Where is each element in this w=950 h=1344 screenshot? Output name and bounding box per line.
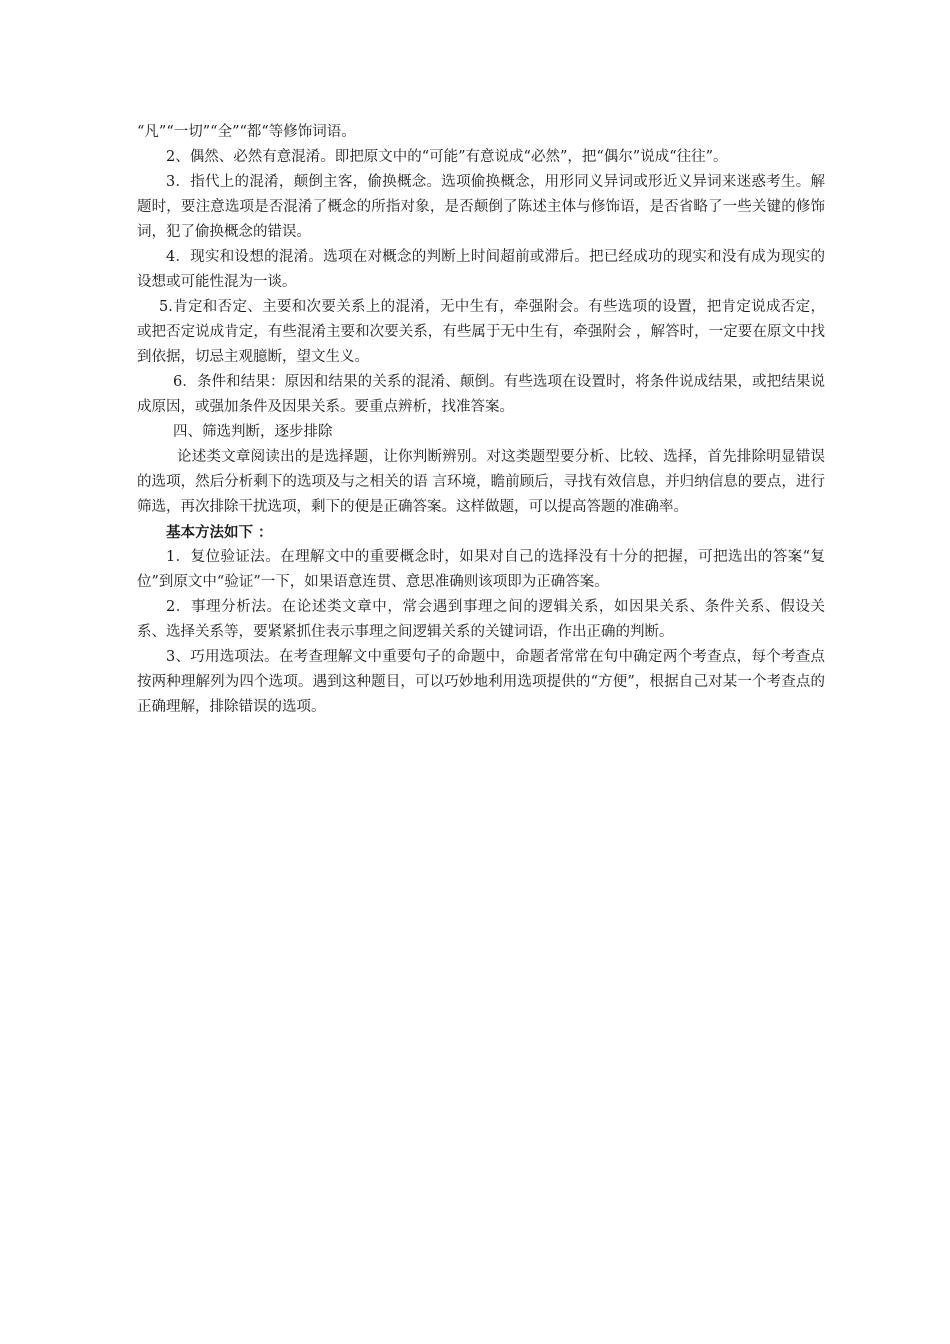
paragraph-method-2: 2．事理分析法。在论述类文章中，常会遇到事理之间的逻辑关系，如因果关系、条件关系、假设关系、选择关系等，要紧紧抓住表示事理之间逻辑关系的关键词语，作出正确的判断。: [137, 599, 825, 640]
document-body: [137, 120, 825, 720]
paragraph-point-5: 5.肯定和否定、主要和次要关系上的混淆，无中生有，牵强附会。有些选项的设置，把肯定说成否定，或把否定说成肯定，有些混淆主要和次要关系，有些属于无中生有，牵强附会 ，解答时，一定要在原文中找到依据，切忌主观臆断，望文生义。: [137, 299, 825, 365]
paragraph-screening: 论述类文章阅读出的是选择题，让你判断辨别。对这类题型要分析、比较、选择，首先排除明显错误的选项，然后分析剩下的选项及与之相关的语 言环境，瞻前顾后，寻找有效信息，并归纳信息的要点，进行筛选，再次排除干扰选项，剩下的便是正确答案。这样做题，可以提高答题的准确率。: [137, 449, 825, 515]
paragraph-point-2: 2、偶然、必然有意混淆。即把原文中的“可能”有意说成“必然”，把“偶尔”说成“往往”。: [166, 149, 728, 165]
paragraph-method-3: 3、巧用选项法。在考查理解文中重要句子的命题中，命题者常常在句中确定两个考查点，每个考查点按两种理解列为四个选项。遇到这种题目，可以巧妙地利用选项提供的“方便”，根据自己对某一个考查点的正确理解，排除错误的选项。: [137, 649, 825, 715]
paragraph-point-4: 4．现实和设想的混淆。选项在对概念的判断上时间超前或滞后。把已经成功的现实和没有成为现实的设想或可能性混为一谈。: [137, 249, 825, 290]
section-heading-4: 四、筛选判断，逐步排除: [173, 424, 333, 440]
paragraph-point-3: 3．指代上的混淆，颠倒主客，偷换概念。选项偷换概念，用形同义异词或形近义异词来迷惑考生。解题时，要注意选项是否混淆了概念的所指对象，是否颠倒了陈述主体与修饰语，是否省略了一些关键的修饰词，犯了偷换概念的错误。: [137, 174, 825, 240]
methods-heading: 基本方法如下 ：: [166, 524, 273, 541]
paragraph-point-6: 6．条件和结果：原因和结果的关系的混淆、颠倒。有些选项在设置时，将条件说成结果，或把结果说成原因，或强加条件及因果关系。要重点辨析，找准答案。: [137, 374, 825, 415]
paragraph-modifiers: “凡”“一切”“全”“都“等修饰词语。: [137, 124, 356, 140]
paragraph-method-1: 1．复位验证法。在理解文中的重要概念时，如果对自己的选择没有十分的把握，可把选出的答案“复位”到原文中“验证”一下，如果语意连贯、意思准确则该项即为正确答案。: [137, 549, 825, 590]
